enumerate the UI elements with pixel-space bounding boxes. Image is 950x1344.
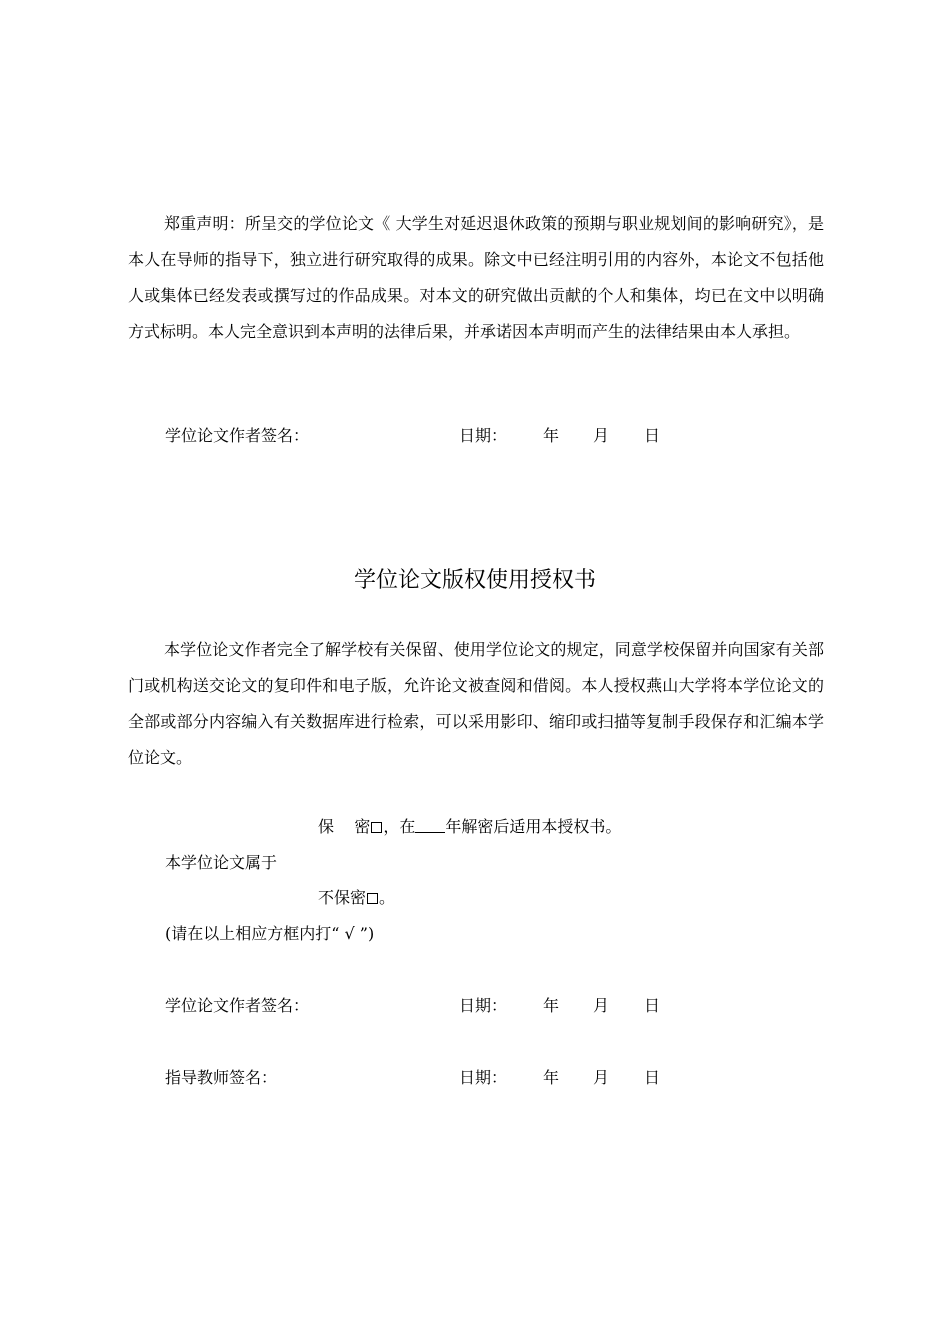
supervisor-month-label: 月 <box>593 1068 610 1087</box>
author-signature-label: 学位论文作者签名： <box>165 996 310 1015</box>
author-year-label: 年 <box>543 996 560 1015</box>
declaration-date-label: 日期： <box>459 426 508 445</box>
confidential-label: 保 密 <box>318 817 371 836</box>
confidential-suffix-text: 年解密后适用本授权书。 <box>445 817 622 836</box>
supervisor-day-label: 日 <box>644 1068 661 1087</box>
author-day-label: 日 <box>644 996 661 1015</box>
supervisor-signature-label: 指导教师签名： <box>165 1068 278 1087</box>
not-confidential-checkbox[interactable] <box>367 893 378 904</box>
declaration-signature-label: 学位论文作者签名： <box>165 426 310 445</box>
supervisor-date-label: 日期： <box>459 1068 508 1087</box>
author-month-label: 月 <box>593 996 610 1015</box>
declaration-day-label: 日 <box>644 426 661 445</box>
author-date-label: 日期： <box>459 996 508 1015</box>
authorization-paragraph: 本学位论文作者完全了解学校有关保留、使用学位论文的规定，同意学校保留并向国家有关部门或机构送交论文的复印件和电子版，允许论文被查阅和借阅。本人授权燕山大学将本学位论文的全部或部分内容编入有关数据库进行检索，可以采用影印、缩印或扫描等复制手段保存和汇编本学位论文。 <box>128 640 824 767</box>
supervisor-year-label: 年 <box>543 1068 560 1087</box>
confidential-option <box>318 817 621 837</box>
belongs-label: 本学位论文属于 <box>165 853 278 872</box>
declaration-paragraph: 郑重声明：所呈交的学位论文《 大学生对延迟退休政策的预期与职业规划间的影响研究》，是本人在导师的指导下，独立进行研究取得的成果。除文中已经注明引用的内容外，本论文不包括他人或集体已经发表或撰写过的作品成果。对本文的研究做出贡献的个人和集体，均已在文中以明确方式标明。本人完全意识到本声明的法律后果，并承诺因本声明而产生的法律结果由本人承担。 <box>128 214 824 341</box>
checkbox-instruction: (请在以上相应方框内打“ √ ”) <box>165 924 375 943</box>
declaration-year-label: 年 <box>543 426 560 445</box>
confidential-checkbox[interactable] <box>371 822 382 833</box>
confidential-mid-text: ，在 <box>383 817 416 836</box>
years-blank[interactable] <box>415 818 445 833</box>
not-confidential-end: 。 <box>379 888 396 907</box>
not-confidential-label: 不保密 <box>318 888 367 907</box>
not-confidential-option <box>318 888 395 908</box>
declaration-month-label: 月 <box>593 426 610 445</box>
authorization-title: 学位论文版权使用授权书 <box>353 568 596 593</box>
